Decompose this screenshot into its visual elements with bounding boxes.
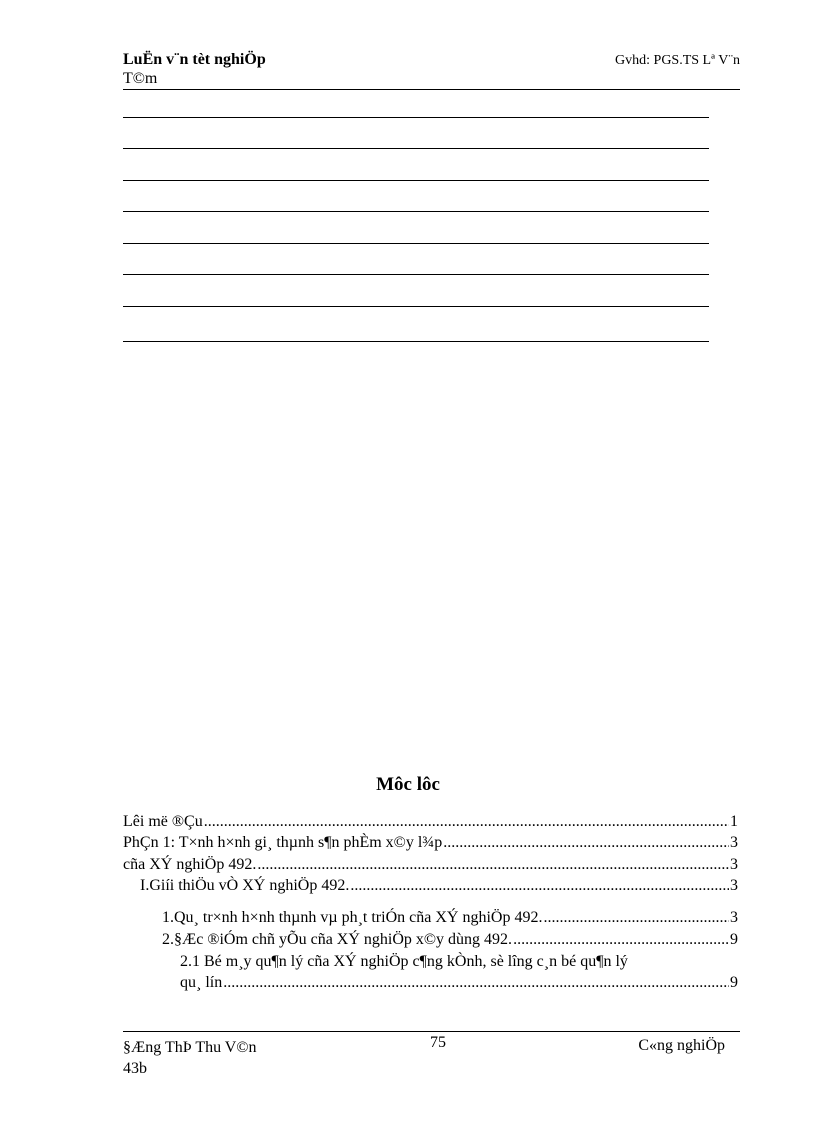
fill-line: [123, 180, 709, 181]
toc-entry-label: cña XÝ nghiÖp 492.: [123, 856, 257, 873]
header-divider: [123, 89, 740, 90]
toc-entry-page: 3: [730, 877, 738, 894]
footer-author: [123, 1037, 257, 1079]
header-thesis-title: LuËn v¨n tèt nghiÖp: [123, 51, 266, 68]
toc-leader: [257, 855, 729, 875]
toc-entry-label-cont: qu¸ lín: [180, 974, 223, 991]
toc-entry[interactable]: [140, 876, 738, 896]
toc-entry[interactable]: [162, 930, 738, 950]
toc-entry[interactable]: [123, 833, 738, 853]
footer-author-class: 43b: [123, 1060, 147, 1077]
fill-line: [123, 117, 709, 118]
fill-line: [123, 274, 709, 275]
toc-entry-page: 3: [730, 909, 738, 926]
toc-entry-label: PhÇn 1: T×nh h×nh gi¸ thµnh s¶n phÈm x©y l¾p: [123, 834, 443, 851]
footer-author-name: §Æng ThÞ Thu V©n: [123, 1039, 257, 1056]
toc-leader: [204, 812, 729, 832]
toc-entry[interactable]: [180, 951, 738, 993]
toc-leader: [443, 833, 729, 853]
toc-entry-page: 9: [730, 974, 738, 991]
toc-leader: [350, 876, 729, 896]
toc-entry[interactable]: [123, 855, 738, 875]
toc-entry-label: I.Giíi thiÖu vÒ XÝ nghiÖp 492.: [140, 877, 350, 894]
header-thesis-title-cont: T©m: [123, 70, 158, 87]
fill-line: [123, 148, 709, 149]
footer-department: C«ng nghiÖp: [638, 1037, 725, 1054]
fill-line: [123, 341, 709, 342]
toc-leader: [543, 908, 729, 928]
fill-line: [123, 211, 709, 212]
toc-entry-label: 2.§Æc ®iÓm chñ yÕu cña XÝ nghiÖp x©y dùng 492.: [162, 931, 513, 948]
toc-entry-page: 3: [730, 834, 738, 851]
toc-title: Môc lôc: [376, 774, 440, 795]
header-left: [123, 50, 266, 88]
fill-line: [123, 243, 709, 244]
toc-entry-label: 2.1 Bé m¸y qu¶n lý cña XÝ nghiÖp c¶ng kÒnh, sè lîng c¸n bé qu¶n lý: [180, 953, 628, 970]
toc-entry[interactable]: [123, 812, 738, 832]
toc-entry-page: 1: [730, 813, 738, 830]
toc-leader: [513, 930, 729, 950]
toc-leader: [223, 972, 729, 993]
header-advisor: Gvhd: PGS.TS Lª V¨n: [615, 53, 740, 68]
footer-divider: [123, 1031, 740, 1032]
toc-entry-page: 9: [730, 931, 738, 948]
toc-entry[interactable]: [162, 908, 738, 928]
toc-entry-page: 3: [730, 856, 738, 873]
fill-line: [123, 306, 709, 307]
toc-entry-label: Lêi më ®Çu: [123, 813, 203, 830]
toc-entry-label: 1.Qu¸ tr×nh h×nh thµnh vµ ph¸t triÓn cña XÝ nghiÖp 492.: [162, 909, 543, 926]
page-number: 75: [430, 1034, 446, 1051]
